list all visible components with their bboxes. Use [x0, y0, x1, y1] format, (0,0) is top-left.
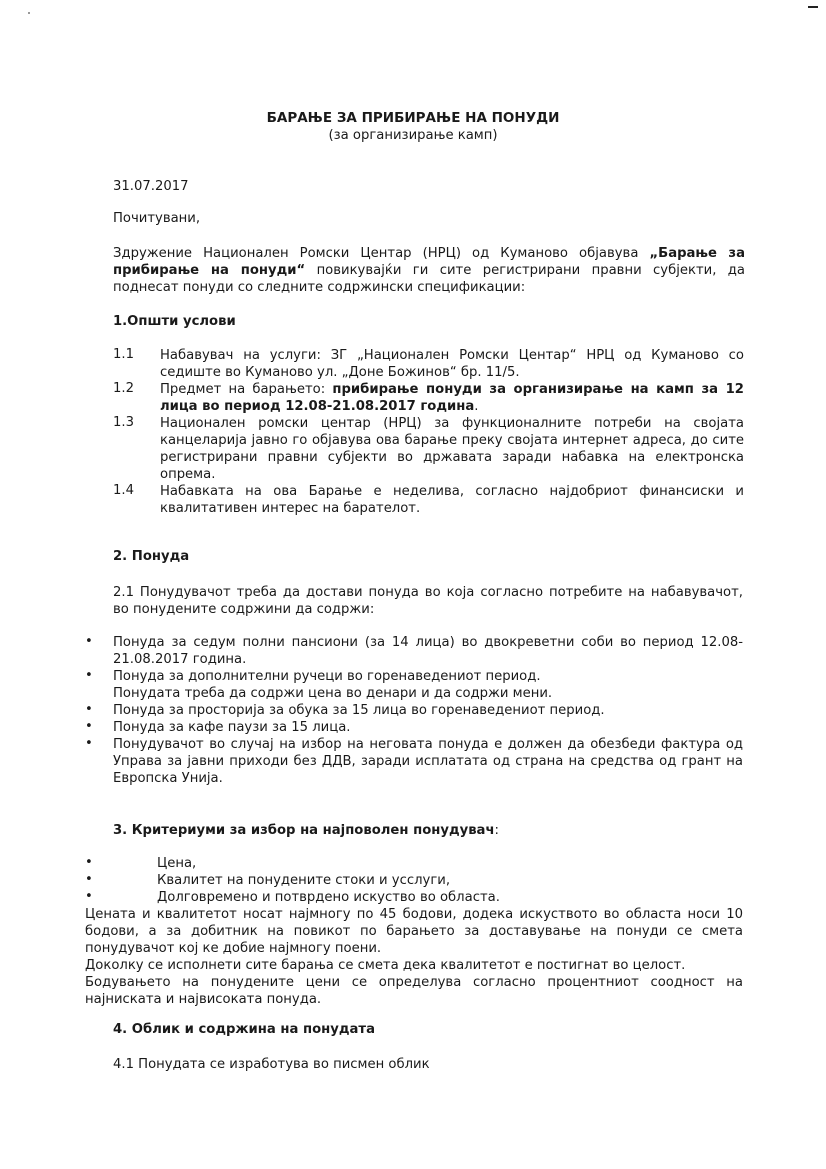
- bullet-marker: •: [85, 736, 93, 751]
- section-3-heading: 3. Критериуми за избор на најповолен понудувач:: [113, 823, 499, 838]
- bullet-marker: •: [85, 668, 93, 683]
- offer-bullet-3: Понуда за просторија за обука за 15 лица во горенаведениот период.: [113, 703, 605, 718]
- item-1-3-text: Национален ромски центар (НРЦ) за функционалните потреби на својата канцеларија јавно го објавува ова барање преку својата интернет адреса, до сите регистрирани правни субјекти во државата заради набавка на електронска опрема.: [160, 416, 744, 482]
- bullet-marker: •: [85, 702, 93, 717]
- offer-bullet-5: Понудувачот во случај на избор на неговата понуда е должен да обезбеди фактура од Управа за јавни приходи без ДДВ, заради исплатата од страна на средства од грант на Европска Унија.: [113, 737, 743, 786]
- item-1-3-number: 1.3: [113, 415, 134, 430]
- section-2-intro: 2.1 Понудувачот треба да достави понуда во која согласно потребите на набавувачот, во понудените содржини да содржи:: [113, 585, 743, 617]
- item-1-4-number: 1.4: [113, 483, 134, 498]
- bullet-marker: •: [85, 872, 93, 887]
- document-title: БАРАЊЕ ЗА ПРИБИРАЊЕ НА ПОНУДИ: [266, 110, 560, 126]
- greeting: Почитувани,: [113, 211, 201, 226]
- offer-bullet-4: Понуда за кафе паузи за 15 лица.: [113, 720, 351, 735]
- bullet-marker: •: [85, 634, 93, 649]
- criterion-2: Квалитет на понудените стоки и усслуги,: [157, 873, 451, 888]
- criteria-paragraph-1: Цената и квалитетот носат најмногу по 45 бодови, додека искуството во областа носи 10 бодови, а за добитник на повикот по барањето за доставување на понуди се смета понудувачот кој ке добие најмногу поени.: [85, 907, 743, 956]
- criteria-paragraph-3: Бодувањето на понудените цени се определува согласно процентниот соодност на најниската и највисоката понуда.: [85, 975, 743, 1007]
- item-1-2-number: 1.2: [113, 381, 134, 396]
- offer-bullet-1: Понуда за седум полни пансиони (за 14 лица) во двокреветни соби во период 12.08-21.08.2017 година.: [113, 635, 743, 667]
- document-subtitle: (за организирање камп): [328, 128, 498, 143]
- criterion-3: Долговремено и потврдено искуство во областа.: [157, 890, 500, 905]
- scan-dot: [28, 12, 30, 14]
- section-1-heading: 1.Општи услови: [113, 314, 236, 329]
- corner-mark: [808, 6, 818, 8]
- item-1-1-text: Набавувач на услуги: ЗГ „Национален Ромски Центар“ НРЦ од Куманово со седиште во Куманово ул. „Доне Божинов“ бр. 11/5.: [160, 348, 744, 380]
- bullet-marker: •: [85, 719, 93, 734]
- intro-paragraph: Здружение Национален Ромски Центар (НРЦ) од Куманово објавува „Барање за прибирање на понуди“ повикувајќи ги сите регистрирани правни субјекти, да поднесат понуди со следните содржински спецификации:: [113, 246, 745, 295]
- offer-bullet-2: Понуда за дополнителни ручеци во горенаведениот период. Понудата треба да содржи цена во денари и да содржи мени.: [113, 669, 553, 701]
- item-4-1: 4.1 Понудата се изработува во писмен облик: [113, 1057, 430, 1072]
- item-1-1-number: 1.1: [113, 347, 134, 362]
- item-1-4-text: Набавката на ова Барање е неделива, согласно најдобриот финансиски и квалитативен интерес на барателот.: [160, 484, 744, 516]
- item-1-2-text: Предмет на барањето: прибирање понуди за организирање на камп за 12 лица во период 12.08-21.08.2017 година.: [160, 382, 744, 414]
- criterion-1: Цена,: [157, 856, 197, 871]
- section-4-heading: 4. Облик и содржина на понудата: [113, 1022, 375, 1037]
- document-date: 31.07.2017: [113, 179, 189, 194]
- bullet-marker: •: [85, 855, 93, 870]
- criteria-paragraph-2: Доколку се исполнети сите барања се смета дека квалитетот е постигнат во целост.: [85, 958, 686, 973]
- bullet-marker: •: [85, 889, 93, 904]
- section-2-heading: 2. Понуда: [113, 549, 190, 564]
